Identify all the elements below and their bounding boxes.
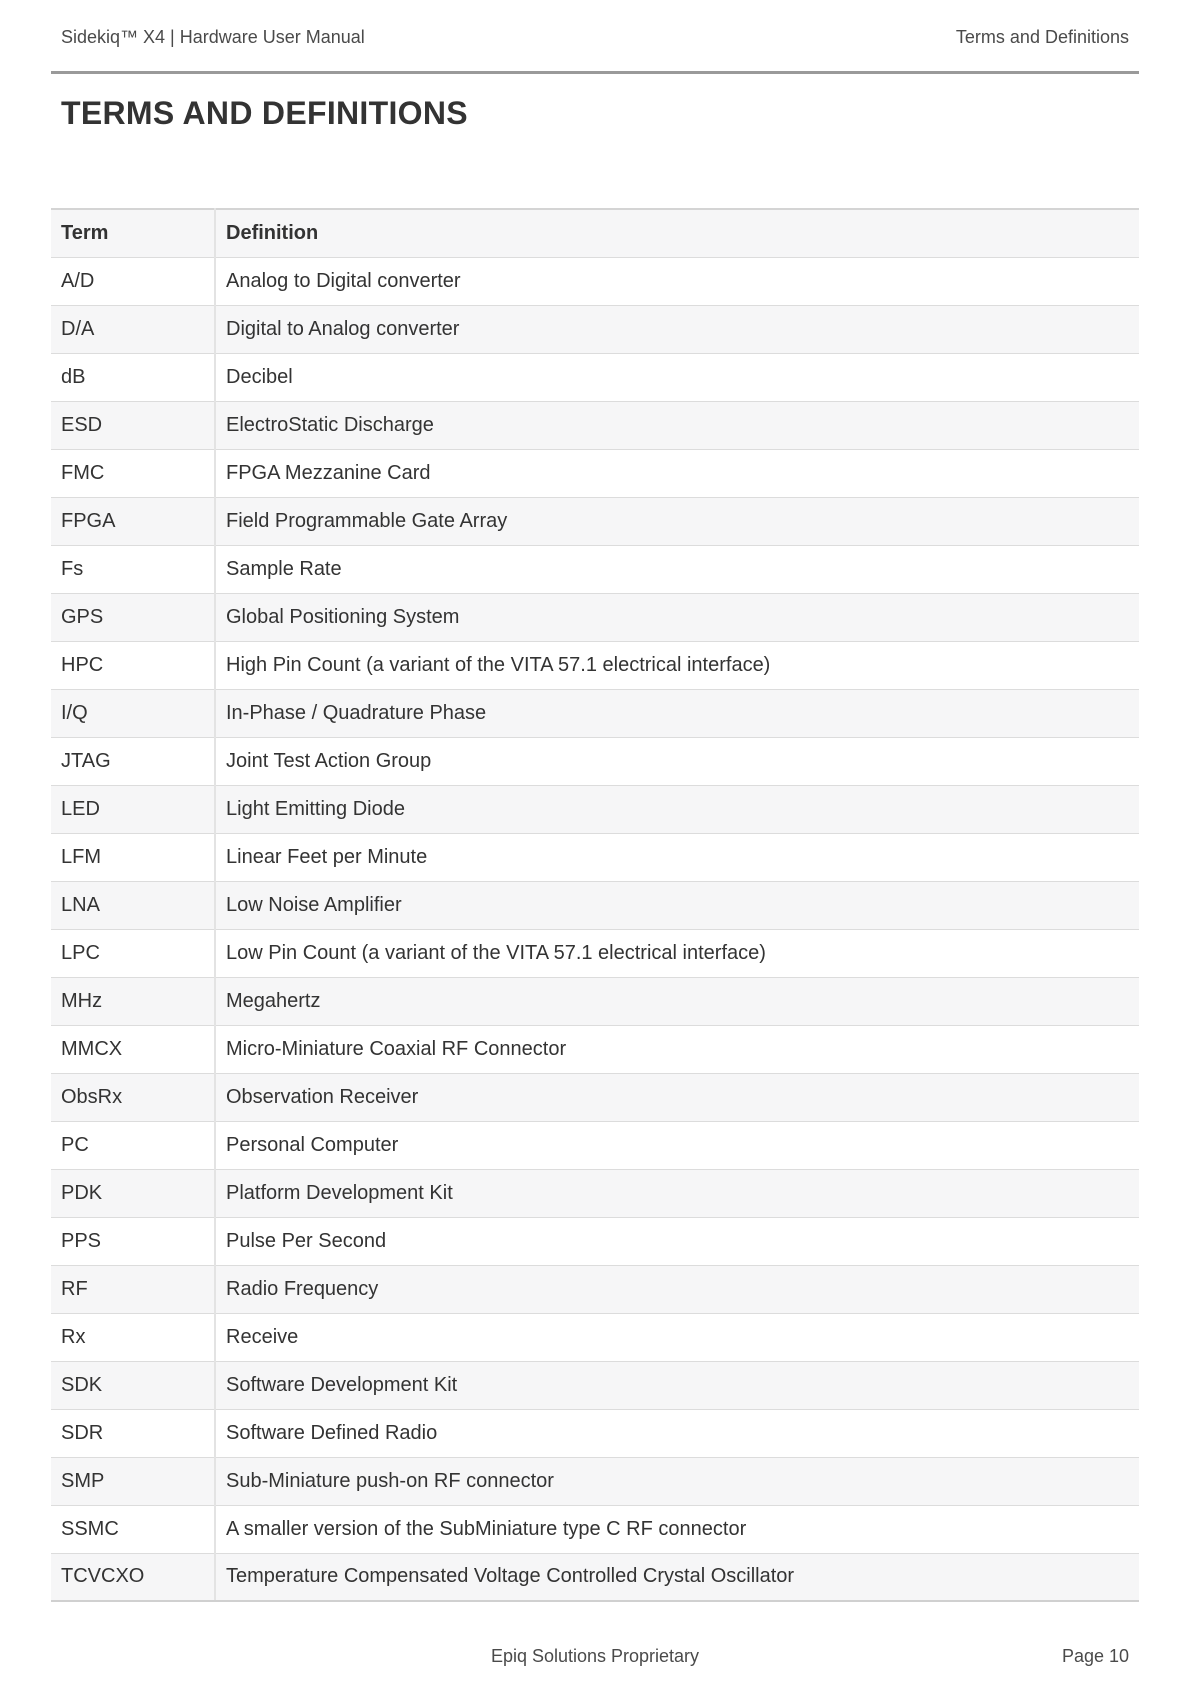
- definition-cell: Receive: [215, 1313, 1139, 1361]
- term-cell: FMC: [51, 449, 215, 497]
- table-row: [51, 929, 1139, 977]
- term-cell: PDK: [51, 1169, 215, 1217]
- term-cell: ESD: [51, 401, 215, 449]
- terms-table-body: [51, 257, 1139, 1601]
- definition-cell: FPGA Mezzanine Card: [215, 449, 1139, 497]
- table-row: [51, 545, 1139, 593]
- table-row: [51, 1121, 1139, 1169]
- definition-cell: High Pin Count (a variant of the VITA 57.1 electrical interface): [215, 641, 1139, 689]
- definition-cell: Sub-Miniature push-on RF connector: [215, 1457, 1139, 1505]
- term-cell: JTAG: [51, 737, 215, 785]
- definition-cell: Joint Test Action Group: [215, 737, 1139, 785]
- terms-table: [51, 208, 1139, 1602]
- definition-cell: Low Pin Count (a variant of the VITA 57.1 electrical interface): [215, 929, 1139, 977]
- page-footer: [51, 1640, 1139, 1670]
- definition-cell: Field Programmable Gate Array: [215, 497, 1139, 545]
- term-cell: LNA: [51, 881, 215, 929]
- term-cell: Rx: [51, 1313, 215, 1361]
- definition-cell: Platform Development Kit: [215, 1169, 1139, 1217]
- term-cell: I/Q: [51, 689, 215, 737]
- table-row: [51, 1505, 1139, 1553]
- definition-cell: Radio Frequency: [215, 1265, 1139, 1313]
- definition-cell: Linear Feet per Minute: [215, 833, 1139, 881]
- table-row: [51, 1457, 1139, 1505]
- page-header: [51, 0, 1139, 74]
- table-row: [51, 737, 1139, 785]
- table-row: [51, 1265, 1139, 1313]
- table-row: [51, 1409, 1139, 1457]
- definition-cell: Digital to Analog converter: [215, 305, 1139, 353]
- definition-cell: Analog to Digital converter: [215, 257, 1139, 305]
- table-row: [51, 401, 1139, 449]
- term-cell: MHz: [51, 977, 215, 1025]
- definition-cell: ElectroStatic Discharge: [215, 401, 1139, 449]
- term-cell: ObsRx: [51, 1073, 215, 1121]
- table-row: [51, 977, 1139, 1025]
- definition-cell: Global Positioning System: [215, 593, 1139, 641]
- definition-cell: Temperature Compensated Voltage Controlled Crystal Oscillator: [215, 1553, 1139, 1601]
- term-cell: SDR: [51, 1409, 215, 1457]
- term-cell: HPC: [51, 641, 215, 689]
- definition-cell: Software Development Kit: [215, 1361, 1139, 1409]
- term-cell: A/D: [51, 257, 215, 305]
- definition-cell: Pulse Per Second: [215, 1217, 1139, 1265]
- definition-cell: Decibel: [215, 353, 1139, 401]
- term-cell: RF: [51, 1265, 215, 1313]
- term-cell: LFM: [51, 833, 215, 881]
- term-cell: FPGA: [51, 497, 215, 545]
- table-row: [51, 305, 1139, 353]
- table-row: [51, 1169, 1139, 1217]
- definition-cell: Micro-Miniature Coaxial RF Connector: [215, 1025, 1139, 1073]
- column-header-term: Term: [51, 209, 215, 257]
- table-row: [51, 1553, 1139, 1601]
- term-cell: dB: [51, 353, 215, 401]
- table-row: [51, 689, 1139, 737]
- table-row: [51, 353, 1139, 401]
- term-cell: Fs: [51, 545, 215, 593]
- term-cell: SMP: [51, 1457, 215, 1505]
- table-row: [51, 641, 1139, 689]
- table-header-row: [51, 209, 1139, 257]
- term-cell: SSMC: [51, 1505, 215, 1553]
- definition-cell: Observation Receiver: [215, 1073, 1139, 1121]
- footer-company: Epiq Solutions Proprietary: [490, 1646, 700, 1666]
- term-cell: TCVCXO: [51, 1553, 215, 1601]
- term-cell: D/A: [51, 305, 215, 353]
- definition-cell: Low Noise Amplifier: [215, 881, 1139, 929]
- table-row: [51, 1217, 1139, 1265]
- definition-cell: A smaller version of the SubMiniature type C RF connector: [215, 1505, 1139, 1553]
- term-cell: PC: [51, 1121, 215, 1169]
- table-row: [51, 1073, 1139, 1121]
- table-row: [51, 1025, 1139, 1073]
- term-cell: LPC: [51, 929, 215, 977]
- definition-cell: Light Emitting Diode: [215, 785, 1139, 833]
- table-row: [51, 785, 1139, 833]
- term-cell: SDK: [51, 1361, 215, 1409]
- table-row: [51, 1313, 1139, 1361]
- column-header-definition: Definition: [215, 209, 1139, 257]
- definition-cell: Megahertz: [215, 977, 1139, 1025]
- table-row: [51, 833, 1139, 881]
- term-cell: MMCX: [51, 1025, 215, 1073]
- table-row: [51, 881, 1139, 929]
- term-cell: GPS: [51, 593, 215, 641]
- page-number: Page 10: [1061, 1646, 1129, 1666]
- document-title: Sidekiq™ X4 | Hardware User Manual: [61, 27, 365, 47]
- section-name: Terms and Definitions: [955, 27, 1129, 47]
- definition-cell: Personal Computer: [215, 1121, 1139, 1169]
- table-row: [51, 593, 1139, 641]
- table-row: [51, 257, 1139, 305]
- table-row: [51, 497, 1139, 545]
- page-title: TERMS AND DEFINITIONS: [61, 95, 468, 131]
- term-cell: PPS: [51, 1217, 215, 1265]
- table-row: [51, 1361, 1139, 1409]
- term-cell: LED: [51, 785, 215, 833]
- definition-cell: In-Phase / Quadrature Phase: [215, 689, 1139, 737]
- definition-cell: Sample Rate: [215, 545, 1139, 593]
- definition-cell: Software Defined Radio: [215, 1409, 1139, 1457]
- table-row: [51, 449, 1139, 497]
